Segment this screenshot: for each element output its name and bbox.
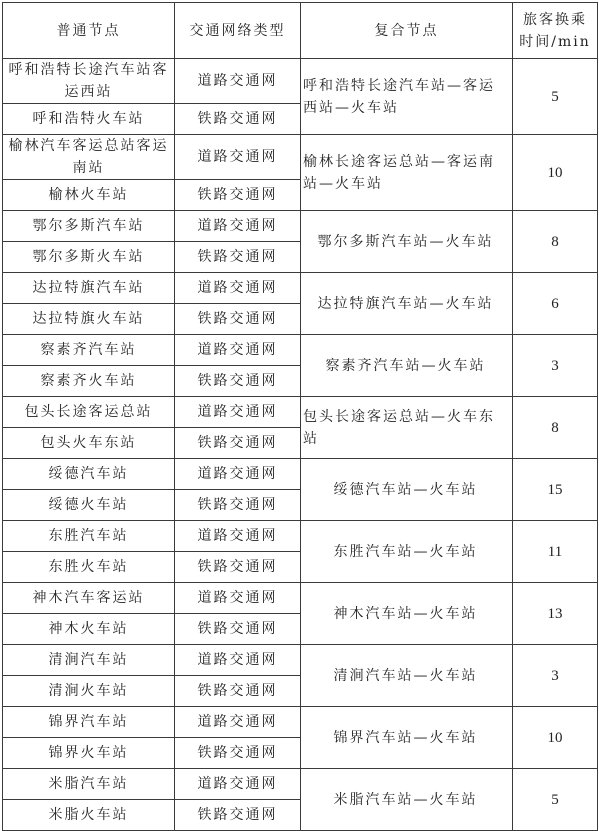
bus-station-cell: 米脂汽车站 (3, 769, 175, 800)
network-type-cell: 铁路交通网 (175, 366, 301, 397)
network-type-cell: 道路交通网 (175, 59, 301, 104)
network-type-cell: 道路交通网 (175, 645, 301, 676)
composite-node-cell: 锦界汽车站—火车站 (301, 707, 513, 769)
table-row (3, 583, 598, 614)
train-station-cell: 清涧火车站 (3, 676, 175, 707)
composite-node-cell: 包头长途客运总站—火车东站 (301, 397, 513, 459)
composite-node-cell: 神木汽车站—火车站 (301, 583, 513, 645)
table-row (3, 645, 598, 676)
transfer-time-cell: 10 (513, 135, 598, 211)
transfer-time-cell: 5 (513, 59, 598, 135)
header-row (3, 3, 598, 59)
transfer-time-cell: 13 (513, 583, 598, 645)
bus-station-cell: 鄂尔多斯汽车站 (3, 211, 175, 242)
train-station-cell: 神木火车站 (3, 614, 175, 645)
network-type-cell: 道路交通网 (175, 521, 301, 552)
train-station-cell: 绥德火车站 (3, 490, 175, 521)
network-type-cell: 铁路交通网 (175, 242, 301, 273)
composite-node-cell: 东胜汽车站—火车站 (301, 521, 513, 583)
composite-node-cell: 清涧汽车站—火车站 (301, 645, 513, 707)
bus-station-cell: 榆林汽车客运总站客运南站 (3, 135, 175, 180)
train-station-cell: 察素齐火车站 (3, 366, 175, 397)
transfer-time-cell: 15 (513, 459, 598, 521)
network-type-cell: 铁路交通网 (175, 676, 301, 707)
network-type-cell: 铁路交通网 (175, 304, 301, 335)
network-type-cell: 道路交通网 (175, 397, 301, 428)
network-type-cell: 道路交通网 (175, 211, 301, 242)
network-type-cell: 铁路交通网 (175, 428, 301, 459)
train-station-cell: 呼和浩特火车站 (3, 104, 175, 135)
network-type-cell: 铁路交通网 (175, 738, 301, 769)
header-composite-node: 复合节点 (301, 3, 513, 59)
bus-station-cell: 清涧汽车站 (3, 645, 175, 676)
table-row (3, 459, 598, 490)
composite-node-cell: 达拉特旗汽车站—火车站 (301, 273, 513, 335)
bus-station-cell: 达拉特旗汽车站 (3, 273, 175, 304)
network-type-cell: 道路交通网 (175, 769, 301, 800)
transfer-time-cell: 8 (513, 397, 598, 459)
table-row (3, 59, 598, 104)
bus-station-cell: 察素齐汽车站 (3, 335, 175, 366)
network-type-cell: 道路交通网 (175, 273, 301, 304)
bus-station-cell: 呼和浩特长途汽车站客运西站 (3, 59, 175, 104)
composite-node-cell: 米脂汽车站—火车站 (301, 769, 513, 831)
composite-node-cell: 绥德汽车站—火车站 (301, 459, 513, 521)
train-station-cell: 达拉特旗火车站 (3, 304, 175, 335)
transfer-time-cell: 3 (513, 335, 598, 397)
transfer-time-cell: 6 (513, 273, 598, 335)
table-row (3, 397, 598, 428)
transfer-time-table (2, 2, 598, 831)
composite-node-cell: 察素齐汽车站—火车站 (301, 335, 513, 397)
bus-station-cell: 神木汽车客运站 (3, 583, 175, 614)
table-row (3, 335, 598, 366)
table-row (3, 521, 598, 552)
table-row (3, 769, 598, 800)
table-row (3, 135, 598, 180)
network-type-cell: 道路交通网 (175, 459, 301, 490)
transfer-time-cell: 8 (513, 211, 598, 273)
table-row (3, 211, 598, 242)
composite-node-cell: 榆林长途客运总站—客运南站—火车站 (301, 135, 513, 211)
network-type-cell: 道路交通网 (175, 707, 301, 738)
network-type-cell: 铁路交通网 (175, 614, 301, 645)
header-network-type: 交通网络类型 (175, 3, 301, 59)
train-station-cell: 鄂尔多斯火车站 (3, 242, 175, 273)
bus-station-cell: 锦界汽车站 (3, 707, 175, 738)
table-row (3, 707, 598, 738)
network-type-cell: 铁路交通网 (175, 180, 301, 211)
network-type-cell: 道路交通网 (175, 135, 301, 180)
transfer-time-cell: 10 (513, 707, 598, 769)
bus-station-cell: 包头长途客运总站 (3, 397, 175, 428)
composite-node-cell: 鄂尔多斯汽车站—火车站 (301, 211, 513, 273)
bus-station-cell: 东胜汽车站 (3, 521, 175, 552)
composite-node-cell: 呼和浩特长途汽车站—客运西站—火车站 (301, 59, 513, 135)
table-row (3, 273, 598, 304)
network-type-cell: 铁路交通网 (175, 490, 301, 521)
network-type-cell: 道路交通网 (175, 335, 301, 366)
train-station-cell: 锦界火车站 (3, 738, 175, 769)
train-station-cell: 东胜火车站 (3, 552, 175, 583)
network-type-cell: 道路交通网 (175, 583, 301, 614)
transfer-time-cell: 11 (513, 521, 598, 583)
transfer-time-cell: 5 (513, 769, 598, 831)
train-station-cell: 榆林火车站 (3, 180, 175, 211)
transfer-time-cell: 3 (513, 645, 598, 707)
network-type-cell: 铁路交通网 (175, 800, 301, 831)
network-type-cell: 铁路交通网 (175, 552, 301, 583)
train-station-cell: 米脂火车站 (3, 800, 175, 831)
header-ordinary-node: 普通节点 (3, 3, 175, 59)
header-transfer-time: 旅客换乘时间/min (513, 3, 598, 59)
train-station-cell: 包头火车东站 (3, 428, 175, 459)
bus-station-cell: 绥德汽车站 (3, 459, 175, 490)
network-type-cell: 铁路交通网 (175, 104, 301, 135)
